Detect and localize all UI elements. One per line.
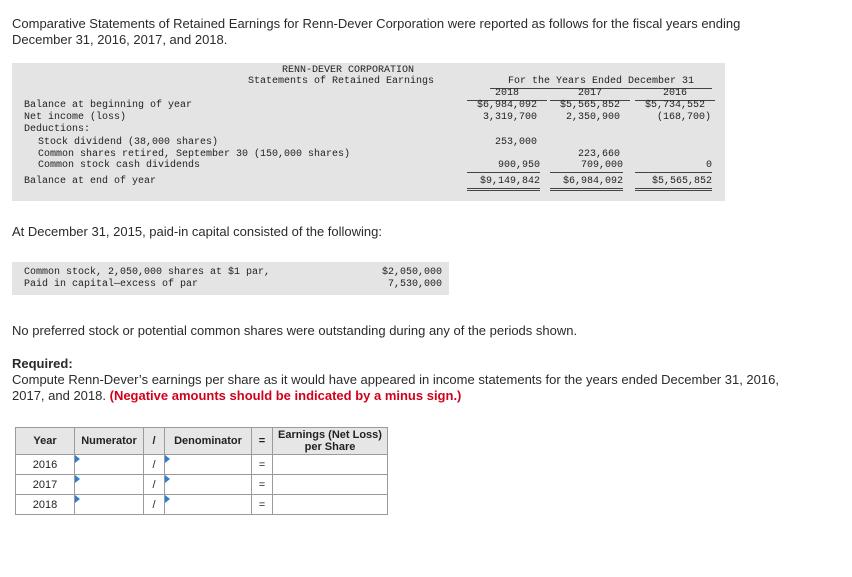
input-marker-icon	[165, 455, 170, 463]
header-numerator: Numerator	[75, 428, 144, 455]
denominator-input-2016[interactable]	[165, 455, 252, 475]
value-2018: $9,149,842	[467, 176, 540, 191]
denominator-input-2018[interactable]	[165, 495, 252, 515]
input-marker-icon	[75, 455, 80, 463]
value-2017: 2,350,900	[565, 112, 620, 123]
row-label-ending-balance: Balance at end of year	[24, 176, 157, 187]
company-name: RENN-DEVER CORPORATION	[281, 65, 415, 76]
value-2018: 253,000	[494, 137, 537, 148]
required-line-2	[12, 388, 779, 404]
input-marker-icon	[75, 475, 80, 483]
value-2017: $5,565,852	[559, 100, 620, 111]
eps-input-2018[interactable]	[273, 495, 388, 515]
retained-earnings-statement	[12, 63, 725, 201]
table-row	[16, 495, 388, 515]
row-label-beginning-balance: Balance at beginning of year	[24, 100, 193, 111]
value-2016: $5,565,852	[635, 176, 712, 191]
period-header: For the Years Ended December 31	[490, 76, 712, 89]
slash-cell: /	[144, 475, 165, 495]
value-2018: 3,319,700	[482, 112, 537, 123]
value-2016: (168,700)	[656, 112, 711, 123]
year-header-2018: 2018	[467, 88, 547, 101]
table-row	[16, 455, 388, 475]
year-cell-2017: 2017	[16, 475, 75, 495]
intro-line-2: December 31, 2016, 2017, and 2018.	[12, 32, 228, 47]
header-equals: =	[252, 428, 273, 455]
input-marker-icon	[165, 475, 170, 483]
year-cell-2016: 2016	[16, 455, 75, 475]
equals-cell: =	[252, 495, 273, 515]
paid-in-value-common-stock: $2,050,000	[381, 267, 442, 278]
value-2016: $5,734,552	[644, 100, 705, 111]
header-year: Year	[16, 428, 75, 455]
header-denominator: Denominator	[165, 428, 252, 455]
required-negative-note: (Negative amounts should be indicated by a minus sign.)	[109, 388, 462, 403]
statement-title: Statements of Retained Earnings	[248, 76, 435, 87]
input-marker-icon	[165, 495, 170, 503]
table-row	[16, 475, 388, 495]
value-2017: $6,984,092	[550, 176, 623, 191]
required-heading: Required:	[12, 356, 73, 371]
value-2017: 709,000	[550, 160, 623, 173]
value-2018: $6,984,092	[476, 100, 537, 111]
value-2016: 0	[635, 160, 712, 173]
paid-in-value-excess: 7,530,000	[387, 279, 442, 290]
paid-in-intro: At December 31, 2015, paid-in capital consisted of the following:	[12, 224, 382, 239]
row-label-shares-retired: Common shares retired, September 30 (150,000 shares)	[38, 149, 351, 160]
input-marker-icon	[75, 495, 80, 503]
paid-in-capital-box	[12, 262, 449, 295]
required-section	[12, 356, 779, 404]
intro-text	[12, 16, 740, 48]
equals-cell: =	[252, 455, 273, 475]
eps-input-2016[interactable]	[273, 455, 388, 475]
paid-in-label-excess: Paid in capital—excess of par	[24, 279, 199, 290]
row-label-net-income: Net income (loss)	[24, 112, 127, 123]
numerator-input-2017[interactable]	[75, 475, 144, 495]
numerator-input-2016[interactable]	[75, 455, 144, 475]
row-label-cash-dividends: Common stock cash dividends	[38, 160, 201, 171]
note-text: No preferred stock or potential common shares were outstanding during any of the periods shown.	[12, 323, 578, 338]
required-line-2-plain: 2017, and 2018.	[12, 388, 106, 403]
header-eps-line-1: Earnings (Net Loss)	[278, 429, 382, 441]
row-label-deductions: Deductions:	[24, 124, 91, 135]
header-slash: /	[144, 428, 165, 455]
numerator-input-2018[interactable]	[75, 495, 144, 515]
eps-input-2017[interactable]	[273, 475, 388, 495]
header-eps	[273, 428, 388, 455]
row-label-stock-dividend: Stock dividend (38,000 shares)	[38, 137, 219, 148]
year-cell-2018: 2018	[16, 495, 75, 515]
year-header-2017: 2017	[550, 88, 630, 101]
value-2018: 900,950	[467, 160, 540, 173]
denominator-input-2017[interactable]	[165, 475, 252, 495]
header-eps-line-2: per Share	[304, 441, 356, 453]
value-2017: 223,660	[577, 149, 620, 160]
slash-cell: /	[144, 495, 165, 515]
equals-cell: =	[252, 475, 273, 495]
eps-answer-table	[15, 427, 388, 515]
slash-cell: /	[144, 455, 165, 475]
table-header-row	[16, 428, 388, 455]
paid-in-label-common-stock: Common stock, 2,050,000 shares at $1 par,	[24, 267, 271, 278]
intro-line-1: Comparative Statements of Retained Earnings for Renn-Dever Corporation were reported as follows for the fiscal years ending	[12, 16, 741, 31]
year-header-2016: 2016	[635, 88, 715, 101]
required-line-1: Compute Renn-Dever’s earnings per share as it would have appeared in income statements for the years ended December 31, 2016,	[12, 372, 779, 387]
